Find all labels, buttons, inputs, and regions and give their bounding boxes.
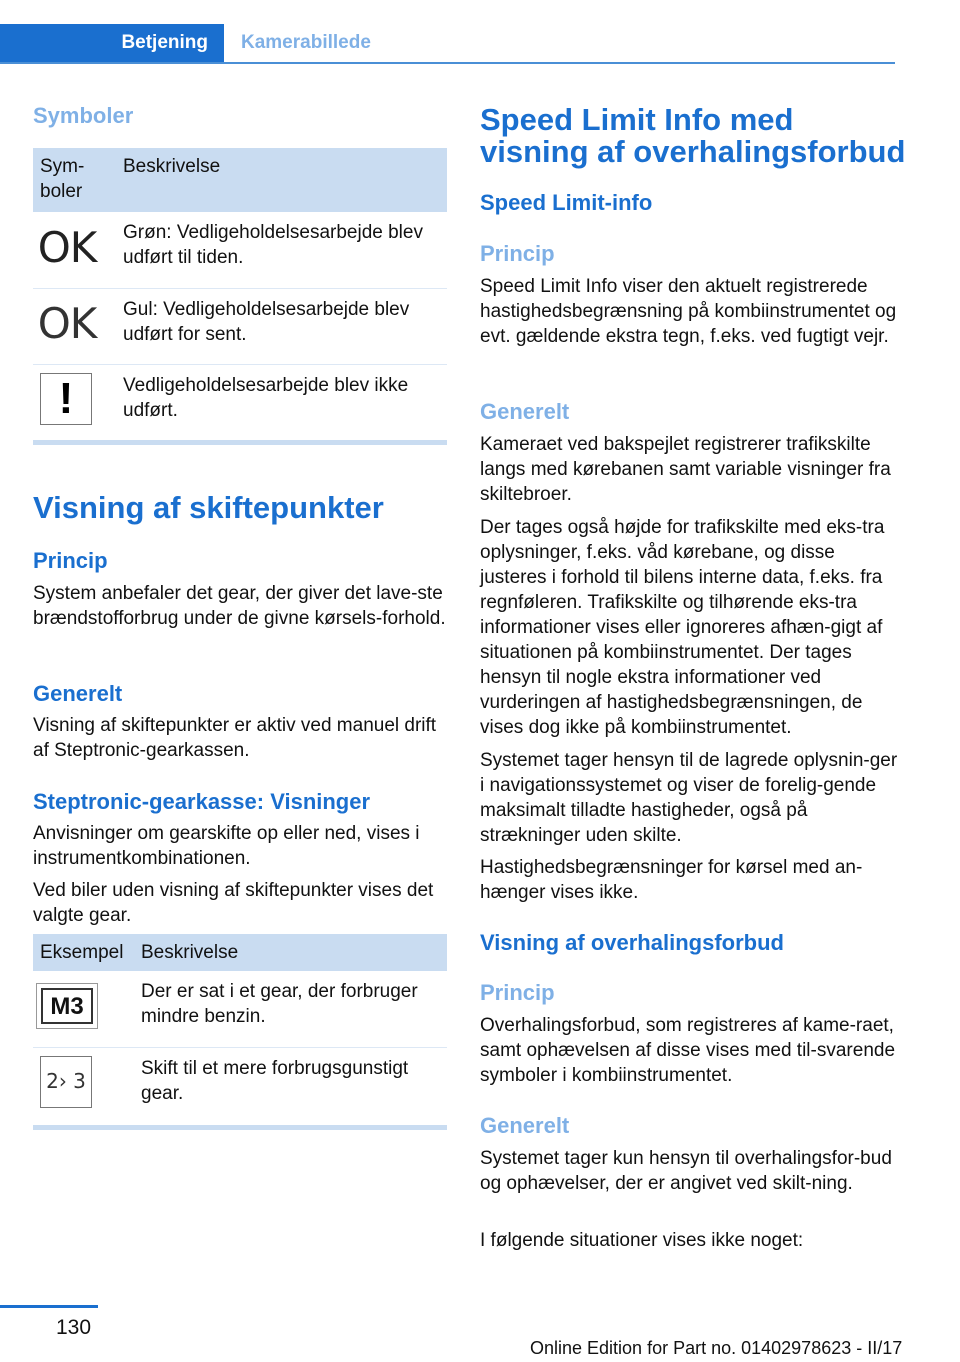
table-row — [33, 971, 447, 1047]
row-text: Der er sat i et gear, der forbruger mindre benzin. — [134, 971, 447, 1047]
steptronic-text-2: Ved biler uden visning af skiftepunkter vises det valgte gear. — [33, 880, 434, 926]
generelt-text-3: Systemet tager hensyn til de lagrede oplysnin-ger i navigationssystemet og viser de forelig-gende maksimalt tilladte hastigheder, også på strækninger uden skilte. — [480, 750, 898, 846]
table-header-description: Beskrivelse — [116, 148, 447, 212]
row-text: Skift til et mere forbrugsgunstigt gear. — [141, 1057, 409, 1104]
princip-text-2: Overhalingsforbud, som registreres af kame-raet, samt ophævelsen af disse vises med til-svarende symboler i kombiinstrumentet. — [480, 1015, 896, 1086]
section-heading-skiftepunkter: Visning af skiftepunkter — [33, 490, 384, 525]
generelt-heading: Generelt — [33, 681, 123, 706]
page-number: 130 — [56, 1316, 92, 1339]
symbols-table — [33, 148, 447, 438]
page-number-rule — [0, 1305, 98, 1308]
m3-gear-icon: M3 — [41, 988, 93, 1024]
generelt-text-1: Kameraet ved bakspejlet registrerer trafikskilte langs med kørebanen samt variable visninger fra skiltebroer. — [480, 434, 891, 505]
overhaling-heading: Visning af overhalingsforbud — [480, 930, 784, 955]
table-header-row — [33, 148, 447, 212]
princip-text: System anbefaler det gear, der giver det lave-ste brændstofforbrug under de givne kørsels-forhold. — [33, 583, 446, 629]
table-end-bar — [33, 1125, 447, 1130]
row-text: Vedligeholdelsesarbejde blev ikke udført. — [123, 374, 409, 421]
ok-green-icon: OK — [37, 222, 97, 272]
princip-heading: Princip — [480, 241, 555, 266]
steptronic-heading: Steptronic-gearkasse: Visninger — [33, 789, 371, 814]
steptronic-text-1: Anvisninger om gearskifte op eller ned, vises i instrumentkombinationen. — [33, 823, 420, 869]
generelt-heading: Generelt — [480, 399, 570, 424]
generelt-text-6: I følgende situationer vises ikke noget: — [480, 1230, 804, 1251]
symbols-title: Symboler — [33, 103, 134, 128]
table-header-description: Beskrivelse — [134, 934, 447, 971]
tab-betjening[interactable]: Betjening — [0, 24, 224, 62]
speed-limit-info-heading: Speed Limit-info — [480, 190, 653, 215]
table-row — [33, 212, 447, 288]
princip-heading-2: Princip — [480, 980, 555, 1005]
princip-heading: Princip — [33, 548, 108, 573]
header-tabs — [0, 24, 895, 64]
tab-kamerabillede[interactable]: Kamerabillede — [241, 32, 371, 53]
generelt-text-4: Hastighedsbegrænsninger for kørsel med an-hænger vises ikke. — [480, 857, 863, 903]
shift-up-icon: 2› 3 — [40, 1056, 92, 1108]
table-end-bar — [33, 440, 447, 445]
table-row — [33, 288, 447, 364]
table-header-row — [33, 934, 447, 971]
generelt-heading-2: Generelt — [480, 1113, 570, 1138]
table-row — [33, 364, 447, 438]
generelt-text-5: Systemet tager kun hensyn til overhalingsfor-bud og ophævelser, der er angivet ved skilt-ning. — [480, 1148, 892, 1194]
ok-yellow-icon: OK — [37, 299, 97, 348]
princip-text: Speed Limit Info viser den aktuelt registrerede hastighedsbegrænsning på kombiinstrumentet og evt. gældende ekstra tegn, f.eks. ved fugtigt vejr. — [480, 276, 897, 347]
exclamation-icon: ! — [40, 373, 92, 425]
example-table — [33, 934, 447, 1123]
footer-edition: Online Edition for Part no. 01402978623 - II/17 — [530, 1338, 903, 1358]
table-header-symbols: Sym- boler — [33, 148, 116, 212]
row-text: Grøn: Vedligeholdelsesarbejde blev udført til tiden. — [116, 212, 447, 288]
generelt-text-2: Der tages også højde for trafikskilte med eks-tra oplysninger, f.eks. våd kørebane, og disse justeres i forhold til bilens interne data, f.eks. fra regnføleren. Trafikskilte og tilhørende eks-tra informationer vises eller ignoreres afhæn-gigt af situationen på kombiinstrumentet. Der tages hensyn til nogle ekstra informationer ved vurderingen af hastighedsbegrænsningen, de vises dog ikke på kombiinstrumentet. — [480, 517, 885, 738]
row-text: Gul: Vedligeholdelsesarbejde blev udført for sent. — [116, 288, 447, 364]
section-heading-speed-limit: Speed Limit Info med visning af overhalingsforbud — [480, 102, 906, 169]
generelt-text: Visning af skiftepunkter er aktiv ved manuel drift af Steptronic-gearkassen. — [33, 715, 437, 761]
table-row — [33, 1047, 447, 1123]
table-header-example: Eksempel — [33, 934, 134, 971]
